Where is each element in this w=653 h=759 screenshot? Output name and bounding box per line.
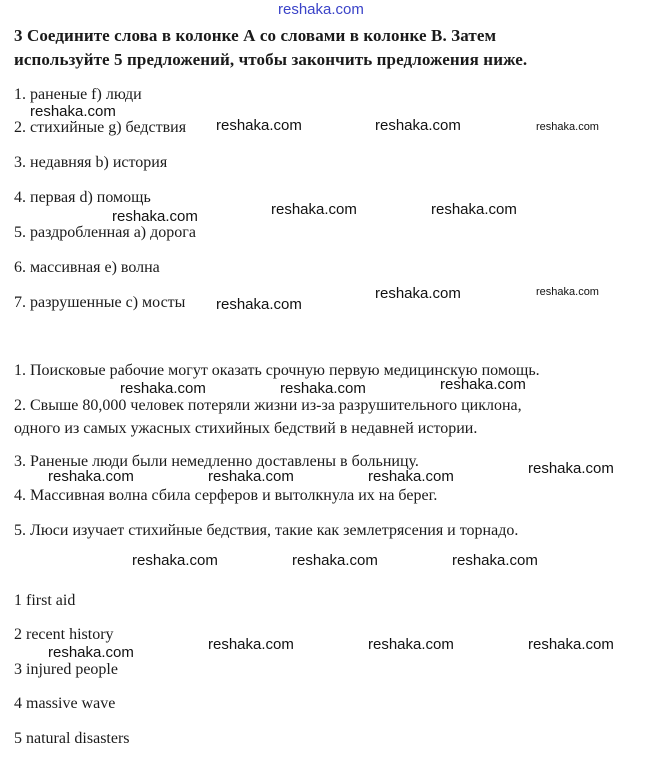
watermark: reshaka.com xyxy=(452,552,538,569)
watermark: reshaka.com xyxy=(528,460,614,477)
watermark: reshaka.com xyxy=(30,103,116,120)
watermark: reshaka.com xyxy=(208,468,294,485)
watermark: reshaka.com xyxy=(368,636,454,653)
watermark: reshaka.com xyxy=(536,286,599,298)
watermark: reshaka.com xyxy=(536,121,599,133)
task-title-line-1: 3 Соедините слова в колонке А со словами в колонке В. Затем xyxy=(14,26,497,45)
pair-item: 3. недавняя b) история xyxy=(14,154,168,171)
english-item: 4 massive wave xyxy=(14,695,116,712)
sentence-2a: 2. Свыше 80,000 человек потеряли жизни из-за разрушительного циклона, xyxy=(14,397,522,414)
watermark: reshaka.com xyxy=(528,636,614,653)
english-item: 2 recent history xyxy=(14,626,114,643)
pair-item: 1. раненые f) люди xyxy=(14,86,142,103)
pair-item: 6. массивная е) волна xyxy=(14,259,160,276)
watermark: reshaka.com xyxy=(208,636,294,653)
watermark: reshaka.com xyxy=(216,117,302,134)
watermark: reshaka.com xyxy=(375,285,461,302)
watermark: reshaka.com xyxy=(216,296,302,313)
watermark: reshaka.com xyxy=(375,117,461,134)
sentence-1: 1. Поисковые рабочие могут оказать срочную первую медицинскую помощь. xyxy=(14,362,540,379)
english-item: 3 injured people xyxy=(14,661,118,678)
watermark: reshaka.com xyxy=(440,376,526,393)
watermark: reshaka.com xyxy=(280,380,366,397)
watermark: reshaka.com xyxy=(271,201,357,218)
watermark: reshaka.com xyxy=(368,468,454,485)
watermark: reshaka.com xyxy=(112,208,198,225)
task-title-line-2: используйте 5 предложений, чтобы закончить предложения ниже. xyxy=(14,50,528,69)
english-item: 1 first aid xyxy=(14,592,76,609)
pair-item: 4. первая d) помощь xyxy=(14,189,151,206)
watermark: reshaka.com xyxy=(48,468,134,485)
watermark: reshaka.com xyxy=(48,644,134,661)
watermark: reshaka.com xyxy=(120,380,206,397)
watermark: reshaka.com xyxy=(431,201,517,218)
sentence-4: 4. Массивная волна сбила серферов и вытолкнула их на берег. xyxy=(14,487,438,504)
pair-item: 5. раздробленная а) дорога xyxy=(14,224,196,241)
pair-item: 2. стихийные g) бедствия xyxy=(14,119,187,136)
watermark: reshaka.com xyxy=(132,552,218,569)
pair-item: 7. разрушенные с) мосты xyxy=(14,294,186,311)
watermark: reshaka.com xyxy=(292,552,378,569)
sentence-5: 5. Люси изучает стихийные бедствия, такие как землетрясения и торнадо. xyxy=(14,522,519,539)
sentence-3: 3. Раненые люди были немедленно доставлены в больницу. xyxy=(14,453,419,470)
sentence-2b: одного из самых ужасных стихийных бедствий в недавней истории. xyxy=(14,420,478,437)
header-watermark[interactable]: reshaka.com xyxy=(278,1,364,18)
english-item: 5 natural disasters xyxy=(14,730,130,747)
